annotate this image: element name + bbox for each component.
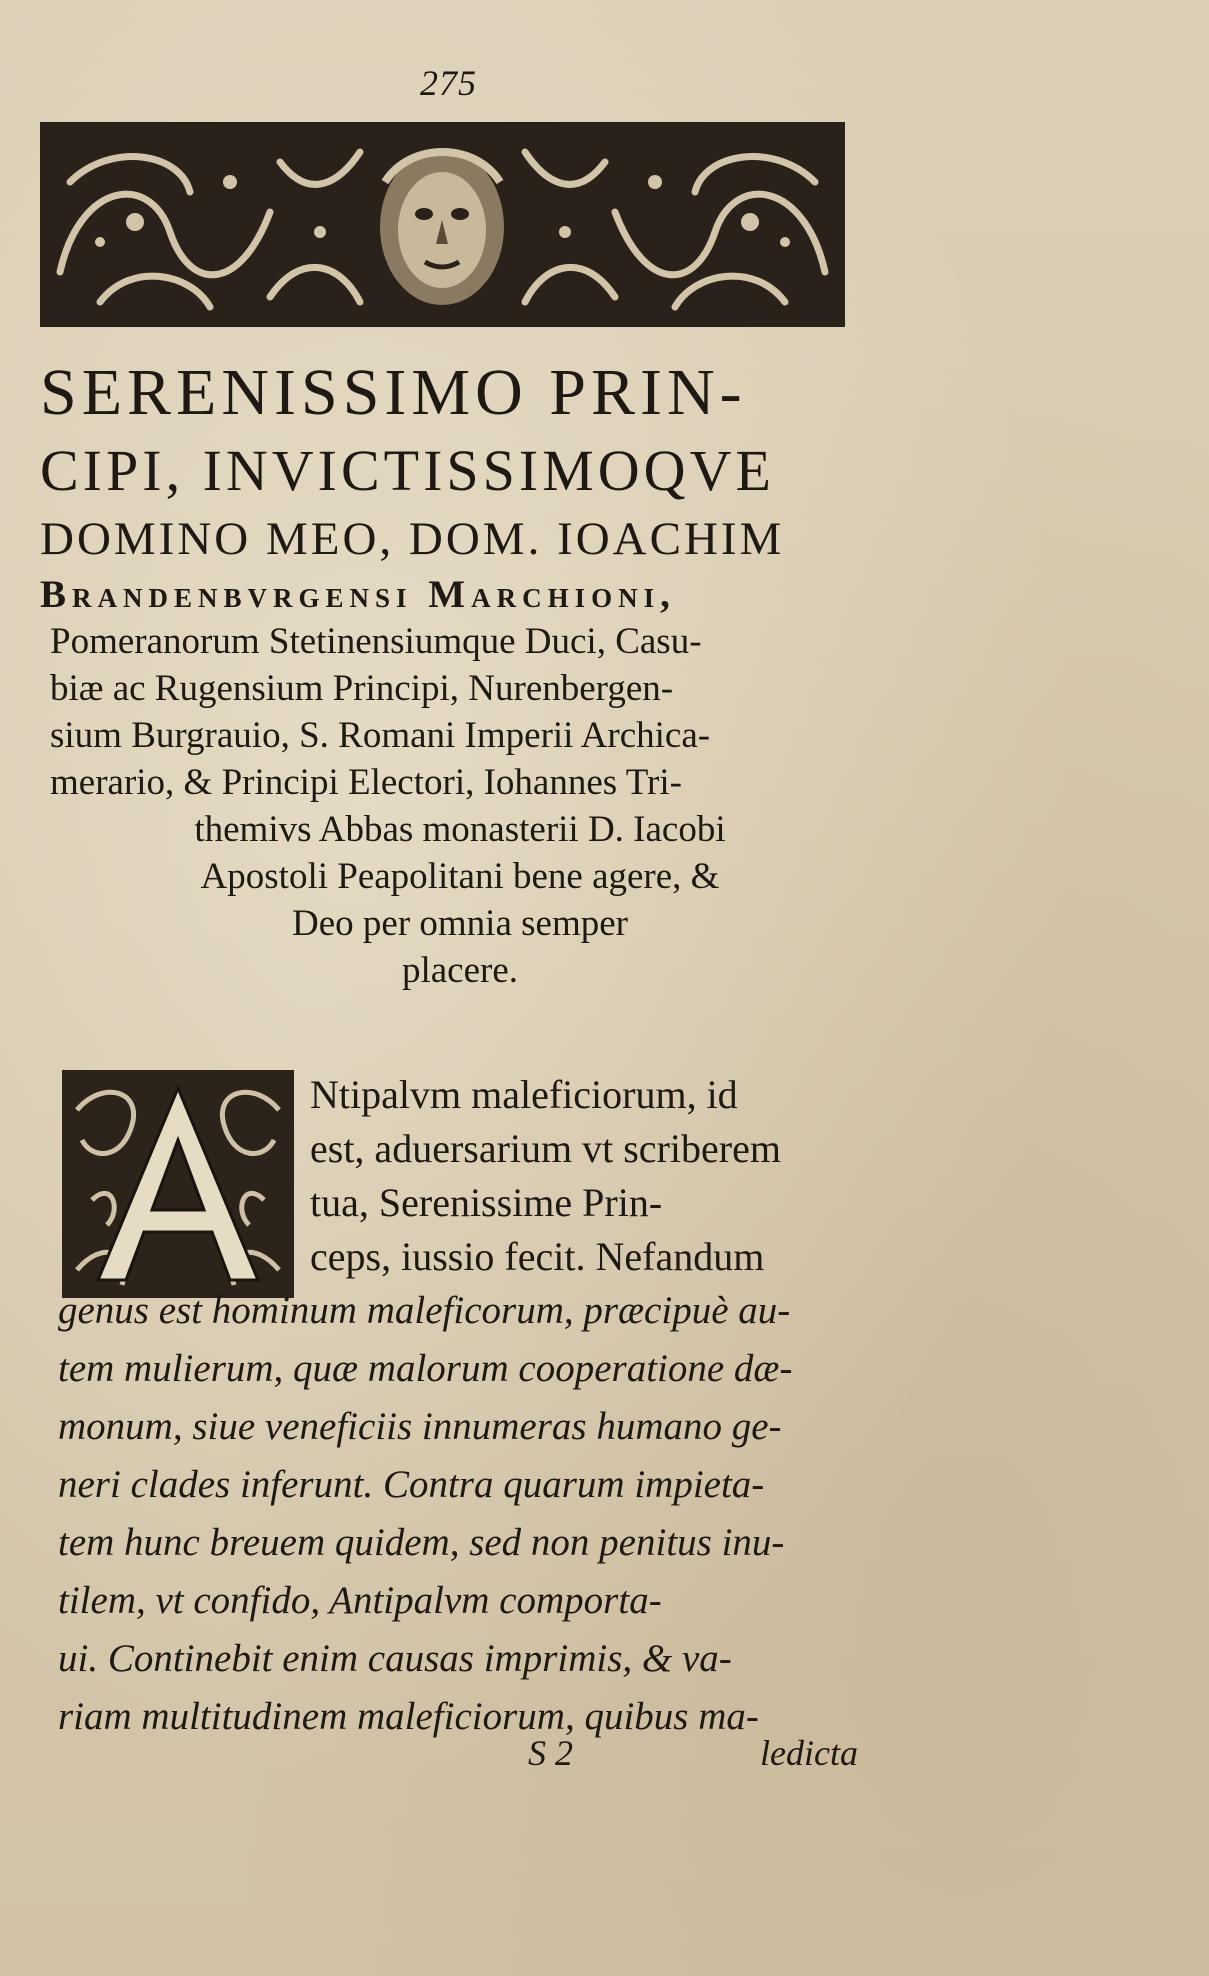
dedication-line: Deo per omnia semper: [292, 903, 628, 944]
dedication-title: [40, 356, 870, 626]
body-line: riam multitudinem maleficiorum, quibus ma-: [58, 1695, 759, 1738]
intro-line-1: Ntipalvm maleficiorum, id: [310, 1072, 738, 1117]
title-line-1: SERENISSIMO PRIN-: [40, 356, 747, 429]
intro-paragraph: [310, 1068, 880, 1284]
dedication-line: sium Burgrauio, S. Romani Imperii Archica-: [50, 715, 711, 756]
dedication-line: merario, & Principi Electori, Iohannes Tri-: [50, 762, 682, 803]
dedication-line: placere.: [401, 950, 519, 991]
signature-mark: S 2: [528, 1733, 573, 1773]
dedication-line: Pomeranorum Stetinensiumque Duci, Casu-: [50, 621, 702, 662]
intro-line-2: est, aduersarium vt scriberem: [310, 1126, 781, 1171]
decorated-initial-icon: [62, 1070, 294, 1298]
body-line: tem mulierum, quæ malorum cooperatione dæ-: [58, 1347, 793, 1390]
body-line: ui. Continebit enim causas imprimis, & va-: [58, 1637, 732, 1680]
title-line-2: CIPI, INVICTISSIMOQVE: [40, 438, 775, 503]
dedication-line: biæ ac Rugensium Principi, Nurenbergen-: [50, 668, 674, 709]
dedication-line: themivs Abbas monasterii D. Iacobi: [194, 809, 726, 850]
intro-line-4: ceps, iussio fecit. Nefandum: [310, 1234, 765, 1279]
body-line: neri clades inferunt. Contra quarum impieta-: [58, 1463, 765, 1506]
body-line: genus est hominum maleficorum, præcipuè au-: [58, 1289, 791, 1332]
dedication-line: Apostoli Peapolitani bene agere, &: [200, 856, 720, 897]
page-number: 275: [420, 63, 477, 103]
title-line-4: Brandenbvrgensi Marchioni,: [40, 573, 676, 616]
body-line: tem hunc breuem quidem, sed non penitus inu-: [58, 1521, 785, 1564]
title-line-3: DOMINO MEO, DOM. IOACHIM: [40, 513, 785, 565]
body-line: monum, siue veneficiis innumeras humano ge-: [58, 1405, 782, 1448]
intro-line-3: tua, Serenissime Prin-: [310, 1180, 663, 1225]
dropcap-letter: A: [177, 1220, 179, 1221]
dedication-text: [50, 618, 870, 994]
body-line: tilem, vt confido, Antipalvm comporta-: [58, 1579, 662, 1622]
ornamental-headpiece-icon: [40, 122, 845, 327]
body-text: [58, 1282, 886, 1746]
catchword: ledicta: [760, 1733, 858, 1773]
